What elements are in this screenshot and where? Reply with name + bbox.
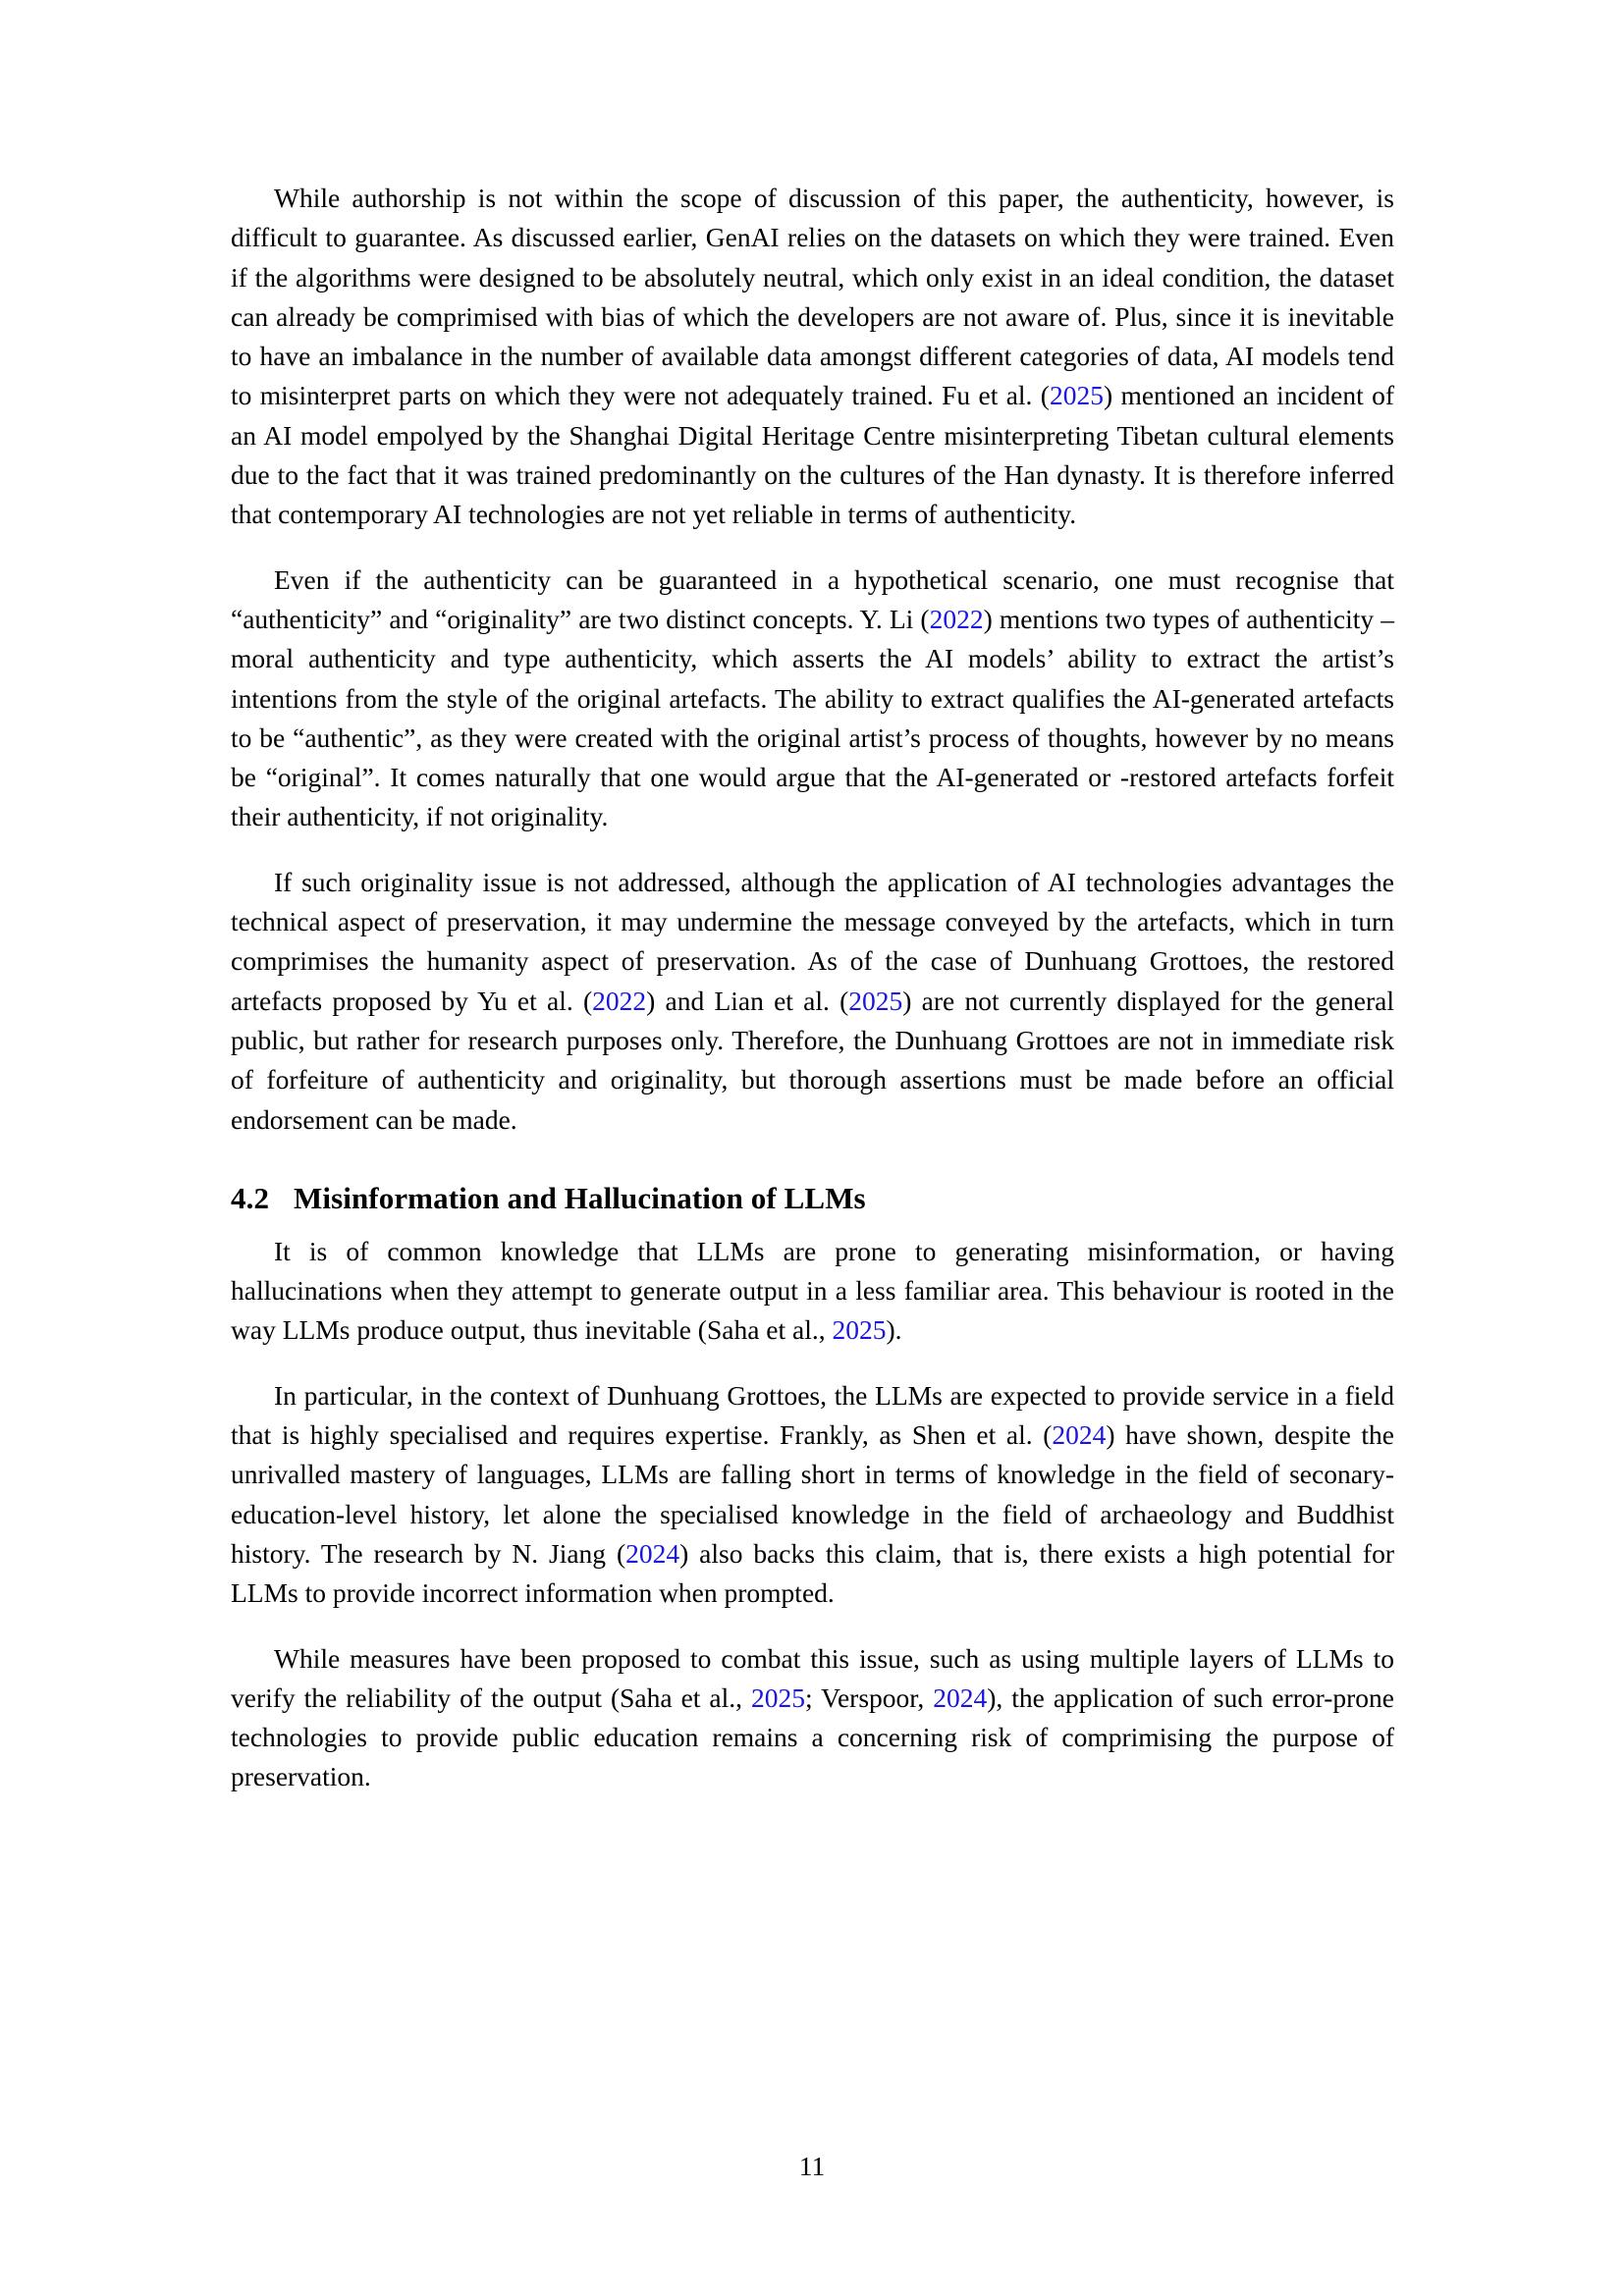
- paragraph-text: Even if the authenticity can be guaranteed in a hypothetical scenario, one must recognise that “authenticity” and “originality” are two distinct concepts. Y. Li (: [231, 563, 1394, 634]
- section-heading-4-2: [231, 1179, 1394, 1218]
- citation-link[interactable]: 2024: [1052, 1419, 1107, 1451]
- paragraph-text: ) mentions two types of authenticity – moral authenticity and type authenticity, which asserts the AI models’ ability to extract the artist’s intentions from the style of the original artefacts. The ability to extract qualifies the AI-generated artefacts to be “authentic”, as they were created with the original artist’s process of thoughts, however by no means be “original”. It comes naturally that one would argue that the AI-generated or -restored artefacts forfeit their authenticity, if not originality.: [231, 603, 1394, 832]
- citation-link[interactable]: 2025: [1049, 380, 1104, 411]
- paragraph-llm-measures: [231, 1639, 1394, 1797]
- page-number: 11: [798, 2151, 826, 2181]
- paragraph-text: ) and Lian et al. (: [646, 985, 849, 1016]
- section-number: 4.2: [231, 1180, 270, 1215]
- paragraph-llm-misinformation: [231, 1232, 1394, 1351]
- citation-link[interactable]: 2024: [625, 1537, 680, 1569]
- citation-link[interactable]: 2025: [751, 1682, 806, 1713]
- citation-link[interactable]: 2022: [929, 603, 984, 634]
- paragraph-text: ) have shown, despite the unrivalled mastery of languages, LLMs are falling short in terms of knowledge in the field of seconary-education-level history, let alone the specialised knowledge in the field of archaeology and Buddhist history. The research by N. Jiang (: [231, 1419, 1394, 1569]
- paragraph-text: ) also backs this claim, that is, there exists a high potential for LLMs to provide incorrect information when prompted.: [231, 1537, 1394, 1609]
- paragraph-llm-specialisation: [231, 1376, 1394, 1614]
- paragraph-text: While measures have been proposed to combat this issue, such as using multiple layers of LLMs to verify the reliability of the output (Saha et al.,: [231, 1642, 1394, 1713]
- citation-link[interactable]: 2024: [933, 1682, 988, 1713]
- citation-link[interactable]: 2025: [848, 985, 903, 1016]
- paragraph-text: ) mentioned an incident of an AI model empolyed by the Shanghai Digital Heritage Centre misinterpreting Tibetan cultural elements due to the fact that it was trained predominantly on the cultures of the Han dynasty. It is therefore inferred that contemporary AI technologies are not yet reliable in terms of authenticity.: [231, 380, 1395, 530]
- paragraph-text: In particular, in the context of Dunhuang Grottoes, the LLMs are expected to provide service in a field that is highly specialised and requires expertise. Frankly, as Shen et al. (: [231, 1379, 1394, 1451]
- page-body: [231, 179, 1394, 1797]
- paragraph-authenticity-originality: [231, 561, 1394, 837]
- section-title: Misinformation and Hallucination of LLMs: [294, 1180, 866, 1215]
- paragraph-originality-issue: [231, 863, 1394, 1140]
- paragraph-text: While authorship is not within the scope of discussion of this paper, the authenticity, however, is difficult to guarantee. As discussed earlier, GenAI relies on the datasets on which they were trained. Even if the algorithms were designed to be absolutely neutral, which only exist in an ideal condition, the dataset can already be comprimised with bias of which the developers are not aware of. Plus, since it is inevitable to have an imbalance in the number of available data amongst different categories of data, AI models tend to misinterpret parts on which they were not adequately trained. Fu et al. (: [231, 183, 1394, 411]
- paragraph-authorship-authenticity: [231, 179, 1394, 535]
- citation-link[interactable]: 2025: [832, 1314, 887, 1346]
- paragraph-text: ; Verspoor,: [805, 1682, 934, 1713]
- paragraph-text: If such originality issue is not addressed, although the application of AI technologies advantages the technical aspect of preservation, it may undermine the message conveyed by the artefacts, which in turn comprimises the humanity aspect of preservation. As of the case of Dunhuang Grottoes, the restored artefacts proposed by Yu et al. (: [231, 866, 1394, 1016]
- paragraph-text: It is of common knowledge that LLMs are prone to generating misinformation, or having hallucinations when they attempt to generate output in a less familiar area. This behaviour is rooted in the way LLMs produce output, thus inevitable (Saha et al.,: [231, 1235, 1394, 1346]
- citation-link[interactable]: 2022: [592, 985, 647, 1016]
- paragraph-text: ).: [886, 1314, 902, 1346]
- paragraph-text: ) are not currently displayed for the general public, but rather for research purposes only. Therefore, the Dunhuang Grottoes are not in immediate risk of forfeiture of authenticity and originality, but thorough assertions must be made before an official endorsement can be made.: [231, 985, 1394, 1135]
- paragraph-text: ), the application of such error-prone technologies to provide public education remains a concerning risk of comprimising the purpose of preservation.: [231, 1682, 1394, 1792]
